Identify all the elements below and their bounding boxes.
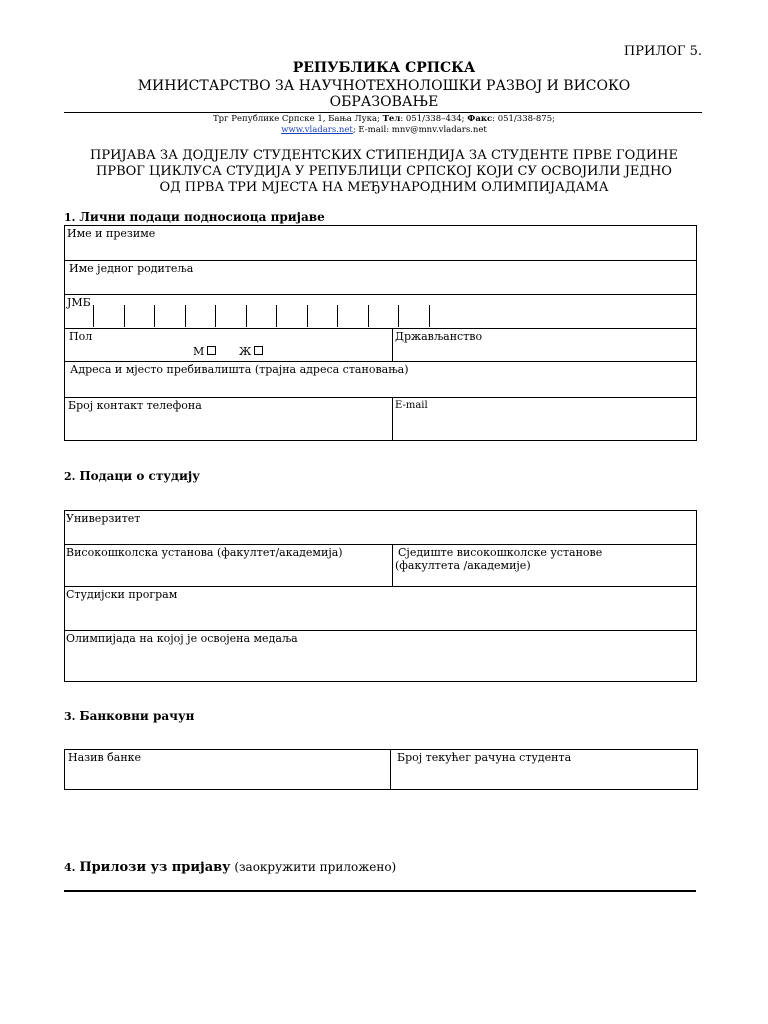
ministry-title bbox=[64, 78, 704, 110]
section-3-heading bbox=[64, 709, 194, 723]
jmb-cell[interactable] bbox=[337, 305, 368, 327]
section-4-number: 4. bbox=[64, 861, 76, 874]
phone-label: Број контакт телефона bbox=[68, 399, 202, 412]
university-field[interactable] bbox=[65, 511, 697, 545]
parent-name-field[interactable] bbox=[65, 261, 697, 295]
jmb-digit-cells bbox=[93, 305, 459, 327]
jmb-cell[interactable] bbox=[215, 305, 246, 327]
website-link[interactable]: www.vladars.net bbox=[281, 125, 353, 135]
account-number-field[interactable] bbox=[391, 750, 698, 790]
institution-label: Високошколска установа (факултет/академија) bbox=[66, 546, 343, 559]
jmb-field[interactable] bbox=[65, 295, 697, 329]
citizenship-field[interactable] bbox=[393, 329, 697, 362]
tel-label: Тел bbox=[382, 114, 401, 124]
female-label: Ж bbox=[239, 345, 252, 358]
jmb-cell[interactable] bbox=[429, 305, 460, 327]
attachments-divider bbox=[64, 890, 696, 892]
section-3-label: Банковни рачун bbox=[79, 709, 195, 723]
program-label: Студијски програм bbox=[66, 588, 178, 601]
male-checkbox[interactable] bbox=[207, 346, 216, 355]
phone-field[interactable] bbox=[65, 398, 393, 441]
jmb-cell[interactable] bbox=[124, 305, 155, 327]
email-field[interactable] bbox=[393, 398, 697, 441]
program-field[interactable] bbox=[65, 587, 697, 631]
section-2-number: 2. bbox=[64, 470, 76, 483]
full-name-field[interactable] bbox=[65, 226, 697, 261]
title-line-2: ПРВОГ ЦИКЛУСА СТУДИЈА У РЕПУБЛИЦИ СРПСКОЈ КОЈИ СУ ОСВОЈИЛИ ЈЕДНО bbox=[96, 164, 672, 179]
parent-name-label: Име једног родитеља bbox=[69, 262, 194, 275]
male-label: М bbox=[193, 345, 205, 358]
title-line-3: ОД ПРВА ТРИ МЈЕСТА НА МЕЂУНАРОДНИМ ОЛИМПИЈАДАМА bbox=[159, 180, 609, 195]
university-label: Универзитет bbox=[66, 512, 141, 525]
header-divider bbox=[64, 112, 702, 113]
bank-account-table bbox=[64, 749, 698, 790]
address-text: Трг Републике Српске 1, Бања Лука; bbox=[213, 114, 383, 124]
female-checkbox[interactable] bbox=[254, 346, 263, 355]
jmb-cell[interactable] bbox=[246, 305, 277, 327]
form-title bbox=[64, 148, 704, 196]
fax-value: : 051/338-875; bbox=[492, 114, 555, 124]
title-line-1: ПРИЈАВА ЗА ДОДЈЕЛУ СТУДЕНТСКИХ СТИПЕНДИЈА ЗА СТУДЕНТЕ ПРВЕ ГОДИНЕ bbox=[89, 148, 678, 163]
seat-label-line-2: (факултета /академије) bbox=[395, 559, 531, 572]
tel-value: : 051/338–434; bbox=[400, 114, 468, 124]
study-data-table bbox=[64, 510, 697, 682]
olympiad-field[interactable] bbox=[65, 631, 697, 682]
jmb-cell[interactable] bbox=[93, 305, 124, 327]
email-label: E-mail bbox=[395, 400, 428, 411]
bank-name-field[interactable] bbox=[65, 750, 391, 790]
institution-seat-field[interactable] bbox=[393, 545, 697, 587]
section-1-heading bbox=[64, 210, 325, 224]
republic-title: РЕПУБЛИКА СРПСКА bbox=[292, 60, 476, 76]
ministry-line-2: ОБРАЗОВАЊЕ bbox=[329, 94, 439, 110]
section-1-number: 1. bbox=[64, 211, 76, 224]
jmb-cell[interactable] bbox=[185, 305, 216, 327]
jmb-cell[interactable] bbox=[398, 305, 429, 327]
full-name-label: Име и презиме bbox=[67, 227, 156, 240]
section-3-number: 3. bbox=[64, 710, 76, 723]
ministry-contact bbox=[64, 114, 704, 136]
fax-label: Факс bbox=[467, 114, 493, 124]
section-4-heading bbox=[64, 860, 396, 875]
seat-label-line-1: Сједиште високошколске установе bbox=[398, 546, 603, 559]
jmb-cell[interactable] bbox=[307, 305, 338, 327]
female-option[interactable] bbox=[239, 345, 263, 358]
account-number-label: Број текућег рачуна студента bbox=[397, 751, 572, 764]
section-1-label: Лични подаци подносиоца пријаве bbox=[79, 210, 325, 224]
jmb-cell[interactable] bbox=[368, 305, 399, 327]
section-4-label: Прилози уз пријаву bbox=[79, 860, 231, 875]
sex-field bbox=[65, 329, 393, 362]
jmb-cell[interactable] bbox=[276, 305, 307, 327]
sex-label: Пол bbox=[69, 330, 93, 343]
jmb-label: ЈМБ bbox=[67, 296, 91, 309]
address-field[interactable] bbox=[65, 362, 697, 398]
address-label: Адреса и мјесто пребивалишта (трајна адреса становања) bbox=[70, 363, 409, 376]
section-2-heading bbox=[64, 469, 200, 483]
citizenship-label: Држављанство bbox=[395, 330, 483, 343]
male-option[interactable] bbox=[193, 345, 216, 358]
jmb-cell[interactable] bbox=[154, 305, 185, 327]
bank-name-label: Назив банке bbox=[68, 751, 142, 764]
personal-data-table bbox=[64, 225, 697, 441]
ministry-line-1: МИНИСТАРСТВО ЗА НАУЧНОТЕХНОЛОШКИ РАЗВОЈ И ВИСОКО bbox=[137, 78, 631, 94]
section-4-note: (заокружити приложено) bbox=[234, 860, 397, 874]
olympiad-label: Олимпијада на којој је освојена медаља bbox=[66, 632, 298, 645]
institution-field[interactable] bbox=[65, 545, 393, 587]
email-text: ; E-mail: mnv@mnv.vladars.net bbox=[352, 125, 487, 135]
section-2-label: Подаци о студију bbox=[79, 469, 200, 483]
annex-number: ПРИЛОГ 5. bbox=[623, 44, 702, 59]
